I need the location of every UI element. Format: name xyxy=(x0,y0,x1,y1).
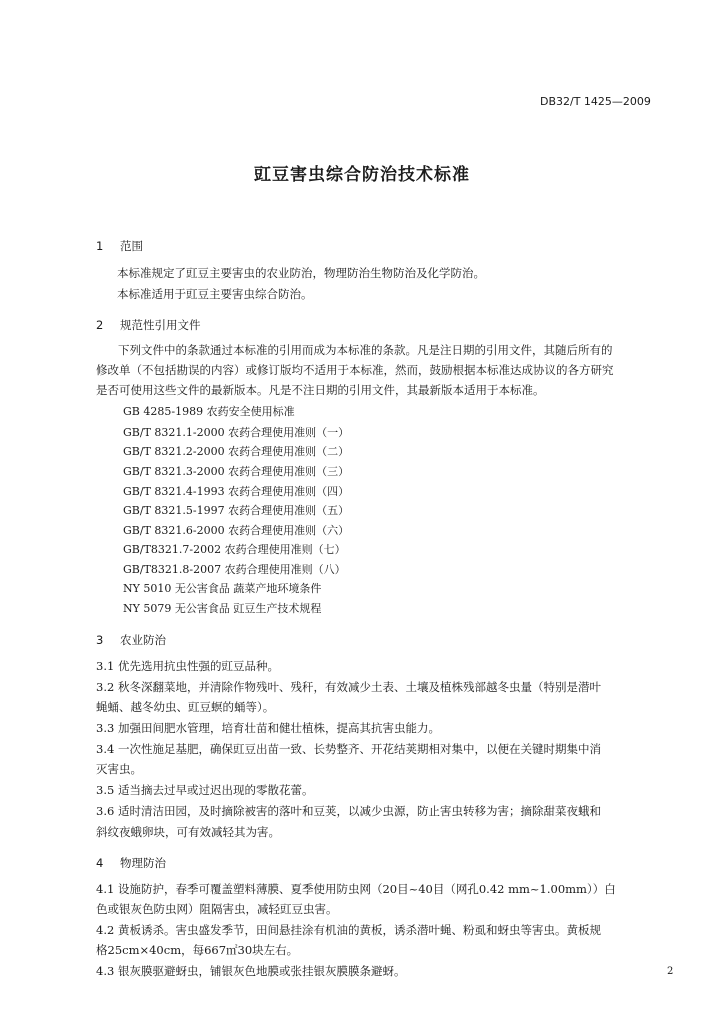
reference-item: GB/T 8321.1-2000 农药合理使用准则（一） xyxy=(123,426,350,439)
paragraph-line: 是否可使用这些文件的最新版本。凡是不注日期的引用文件，其最新版本适用于本标准。 xyxy=(96,383,545,397)
reference-item: NY 5079 无公害食品 豇豆生产技术规程 xyxy=(123,602,322,615)
paragraph-line: 3.1 优先选用抗虫性强的豇豆品种。 xyxy=(96,659,279,673)
section-heading-4: 4 物理防治 xyxy=(96,856,166,870)
reference-item: GB 4285-1989 农药安全使用标准 xyxy=(123,405,295,418)
reference-item: GB/T 8321.3-2000 农药合理使用准则（三） xyxy=(123,465,350,478)
standard-code: DB32/T 1425—2009 xyxy=(540,95,651,108)
paragraph-line: 色或银灰色防虫网）阻隔害虫，减轻豇豆虫害。 xyxy=(96,902,338,916)
paragraph-line: 格25cm×40cm，每667㎡30块左右。 xyxy=(96,943,299,957)
reference-item: GB/T 8321.5-1997 农药合理使用准则（五） xyxy=(123,504,350,517)
paragraph-line: 3.5 适当摘去过早或过迟出现的零散花蕾。 xyxy=(96,783,314,797)
reference-item: GB/T 8321.2-2000 农药合理使用准则（二） xyxy=(123,445,350,458)
section-heading-2: 2 规范性引用文件 xyxy=(96,318,201,332)
paragraph-line: 本标准适用于豇豆主要害虫综合防治。 xyxy=(117,287,313,301)
paragraph-line: 修改单（不包括勘误的内容）或修订版均不适用于本标准，然而，鼓励根据本标准达成协议的各方研究 xyxy=(96,363,614,377)
reference-item: GB/T8321.8-2007 农药合理使用准则（八） xyxy=(123,563,346,576)
paragraph-line: 本标准规定了豇豆主要害虫的农业防治，物理防治生物防治及化学防治。 xyxy=(117,266,485,280)
paragraph-line: 斜纹夜蛾卵块，可有效减轻其为害。 xyxy=(96,825,280,839)
page-number: 2 xyxy=(667,966,674,977)
paragraph-line: 蝇蛹、越冬幼虫、豇豆螟的蛹等）。 xyxy=(96,700,275,714)
paragraph-line: 3.6 适时清洁田园，及时摘除被害的落叶和豆荚，以减少虫源，防止害虫转移为害；摘除甜菜夜蛾和 xyxy=(96,804,601,818)
paragraph-line: 4.3 银灰膜驱避蚜虫，铺银灰色地膜或张挂银灰膜膜条避蚜。 xyxy=(96,964,406,978)
document-title: 豇豆害虫综合防治技术标准 xyxy=(254,165,470,185)
reference-item: GB/T8321.7-2002 农药合理使用准则（七） xyxy=(123,543,346,556)
paragraph-line: 4.1 设施防护，春季可覆盖塑料薄膜、夏季使用防虫网（20目~40目（网孔0.42 mm~1.00mm））白 xyxy=(96,882,616,896)
paragraph-line: 3.3 加强田间肥水管理，培育壮苗和健壮植株，提高其抗害虫能力。 xyxy=(96,721,440,735)
paragraph-line: 下列文件中的条款通过本标准的引用而成为本标准的条款。凡是注日期的引用文件，其随后所有的 xyxy=(118,343,613,357)
paragraph-line: 3.2 秋冬深翻菜地，并清除作物残叶、残秆，有效减少土表、土壤及植株残部越冬虫量（特别是潜叶 xyxy=(96,680,601,694)
paragraph-line: 灭害虫。 xyxy=(96,762,142,776)
section-heading-3: 3 农业防治 xyxy=(96,633,166,647)
paragraph-line: 3.4 一次性施足基肥，确保豇豆出苗一致、长势整齐、开花结荚期相对集中，以便在关键时期集中消 xyxy=(96,742,601,756)
reference-item: GB/T 8321.6-2000 农药合理使用准则（六） xyxy=(123,524,350,537)
paragraph-line: 4.2 黄板诱杀。害虫盛发季节，田间悬挂涂有机油的黄板，诱杀潜叶蝇、粉虱和蚜虫等害虫。黄板规 xyxy=(96,923,601,937)
reference-item: GB/T 8321.4-1993 农药合理使用准则（四） xyxy=(123,485,350,498)
reference-item: NY 5010 无公害食品 蔬菜产地环境条件 xyxy=(123,582,322,595)
section-heading-1: 1 范围 xyxy=(96,239,143,253)
